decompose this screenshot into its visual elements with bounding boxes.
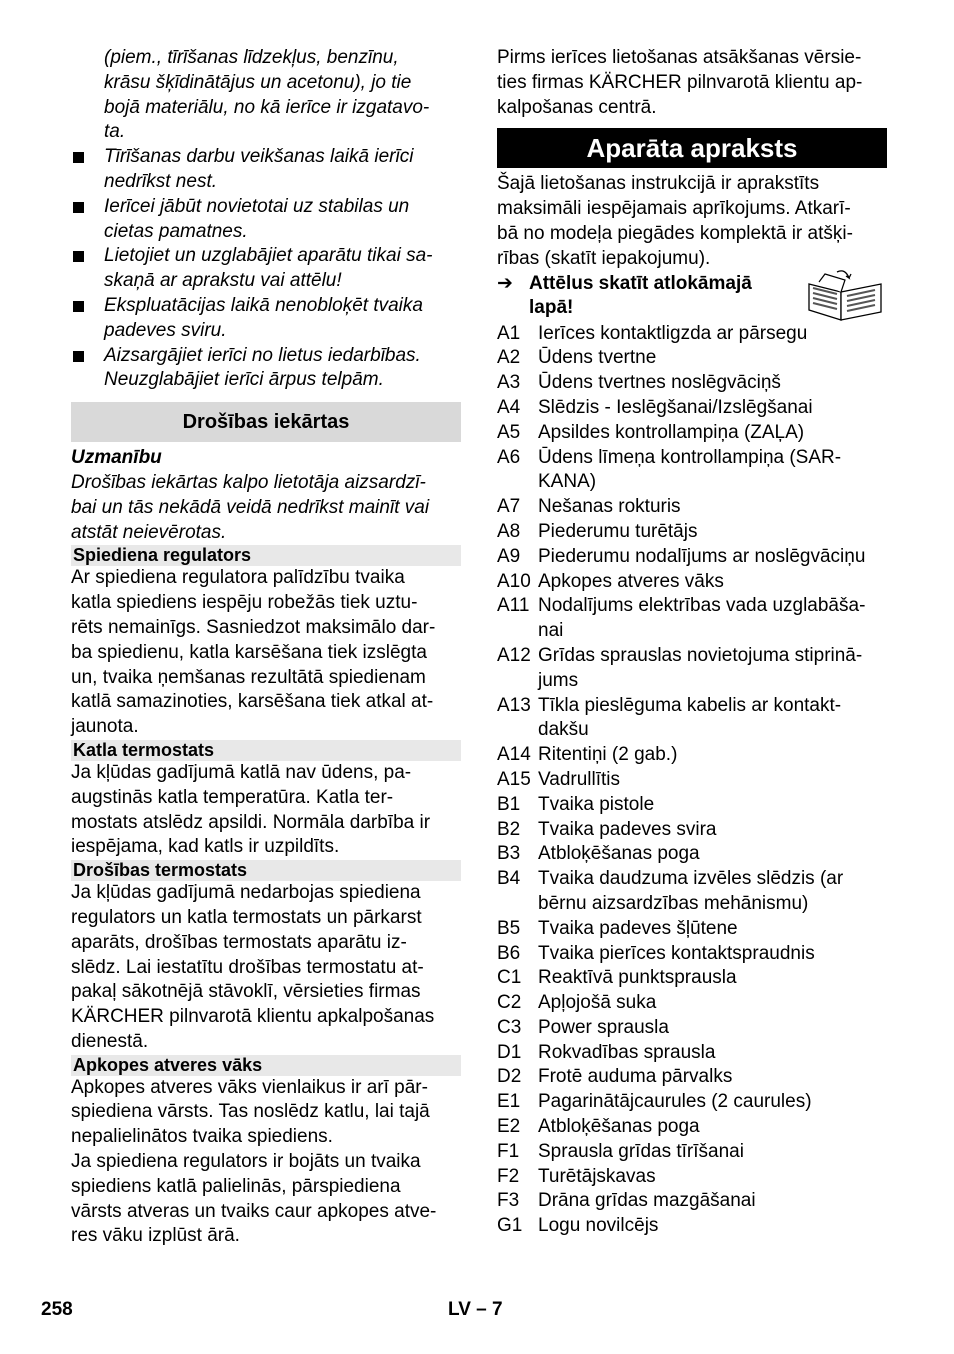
language-page-label: LV – 7	[448, 1299, 503, 1320]
text-line: Ūdens tvertnes noslēgvāciņš	[538, 372, 781, 394]
intro-paragraph	[497, 46, 887, 120]
part-code: A2	[497, 347, 521, 369]
bullet-item	[71, 244, 461, 294]
part-code: F1	[497, 1140, 520, 1162]
part-code: A10	[497, 570, 531, 592]
part-code: F3	[497, 1190, 520, 1212]
part-code: B5	[497, 917, 521, 939]
text-line: Drāna grīdas mazgāšanai	[538, 1190, 756, 1212]
text-line: kalpošanas centrā.	[497, 96, 657, 118]
part-item	[497, 570, 887, 595]
text-line: Attēlus skatīt atlokāmajā	[529, 272, 752, 294]
part-item	[497, 793, 887, 818]
safety-bullet-list	[71, 145, 461, 393]
text-line: ties firmas KÄRCHER pilnvarotā klientu ap-	[497, 71, 863, 93]
description-paragraph	[497, 172, 887, 271]
bullet-item	[71, 145, 461, 195]
text-line: lapā!	[529, 297, 574, 319]
text-line: Nodalījums elektrības vada uzglabāša-	[538, 595, 866, 617]
text-line: Ierīcei jābūt novietotai uz stabilas un	[104, 195, 410, 217]
text-line: bērnu aizsardzības mehānismu)	[538, 892, 809, 914]
text-line: Aizsargājiet ierīci no lietus iedarbības.	[104, 344, 421, 366]
text-line: bai un tās nekādā veidā nedrīkst mainīt vai	[71, 496, 430, 518]
subsection-title: Spiediena regulators	[71, 545, 461, 566]
text-line: maksimāli iespējamais aprīkojums. Atkarī-	[497, 198, 851, 220]
text-line: Neuzglabājiet ierīci ārpus telpām.	[104, 369, 384, 391]
part-item	[497, 1041, 887, 1066]
text-line: Logu novilcējs	[538, 1215, 659, 1237]
subsection-title: Drošības termostats	[71, 860, 461, 881]
part-item	[497, 842, 887, 867]
part-item	[497, 694, 887, 744]
text-line: jaunota.	[71, 716, 139, 738]
text-line: Frotē auduma pārvalks	[538, 1066, 733, 1088]
page-heading: Aparāta apraksts	[497, 128, 887, 168]
figure-reference	[497, 272, 887, 322]
text-line: KÄRCHER pilnvarotā klientu apkalpošanas	[71, 1006, 435, 1028]
text-line: aparāts, drošības termostats aparātu iz-	[71, 931, 407, 953]
text-line: rības (skatīt iepakojumu).	[497, 247, 711, 269]
text-line: Atbloķēšanas poga	[538, 843, 700, 865]
text-line: augstinās katla temperatūra. Katla ter-	[71, 786, 394, 808]
text-line: Tvaika padeves šļūtene	[538, 917, 738, 939]
part-item	[497, 520, 887, 545]
part-item	[497, 1214, 887, 1239]
part-code: A13	[497, 694, 531, 716]
bullet-item	[71, 294, 461, 344]
subsection-text	[71, 761, 461, 860]
part-code: A14	[497, 744, 531, 766]
text-line: jums	[538, 669, 579, 691]
part-code: A11	[497, 595, 530, 617]
text-line: Nešanas rokturis	[538, 496, 681, 518]
text-line: Ja kļūdas gadījumā katlā nav ūdens, pa-	[71, 761, 412, 783]
part-code: A12	[497, 644, 531, 666]
part-code: A4	[497, 396, 521, 418]
part-item	[497, 942, 887, 967]
text-line: cietas pamatnes.	[104, 220, 248, 242]
part-item	[497, 346, 887, 371]
text-line: spiediena vārsts. Tas noslēdz katlu, lai tajā	[71, 1101, 430, 1123]
subsection-title: Katla termostats	[71, 740, 461, 761]
bullet-item	[71, 344, 461, 394]
part-item	[497, 446, 887, 496]
text-line: Drošības iekārtas kalpo lietotāja aizsardzī-	[71, 471, 426, 493]
subsection-text	[71, 1076, 461, 1250]
text-line: padeves sviru.	[104, 319, 227, 341]
text-line: katla spiediens iespēju robežās tiek uztu-	[71, 592, 418, 614]
text-line: Tvaika pierīces kontaktspraudnis	[538, 942, 815, 964]
part-item	[497, 644, 887, 694]
part-code: A6	[497, 446, 521, 468]
part-item	[497, 495, 887, 520]
text-line: Ja kļūdas gadījumā nedarbojas spiediena	[71, 882, 421, 904]
part-item	[497, 1165, 887, 1190]
text-line: Tvaika padeves svira	[538, 818, 717, 840]
part-code: C3	[497, 1016, 522, 1038]
subsection-text	[71, 566, 461, 740]
page-number: 258	[41, 1299, 73, 1320]
text-line: Grīdas sprauslas novietojuma stiprinā-	[538, 644, 863, 666]
part-code: B4	[497, 868, 521, 890]
text-line: Ierīces kontaktligzda ar pārsegu	[538, 322, 808, 344]
text-line: nepalielinātos tvaika spiediens.	[71, 1126, 333, 1148]
part-item	[497, 966, 887, 991]
part-code: G1	[497, 1215, 523, 1237]
part-code: A5	[497, 421, 521, 443]
part-code: B6	[497, 942, 521, 964]
part-code: A8	[497, 520, 521, 542]
part-code: C2	[497, 992, 522, 1014]
text-line: Piederumu nodalījums ar noslēgvāciņu	[538, 545, 866, 567]
part-item	[497, 421, 887, 446]
text-line: Tvaika daudzuma izvēles slēdzis (ar	[538, 868, 844, 890]
part-code: D2	[497, 1066, 522, 1088]
part-code: A3	[497, 372, 521, 394]
text-line: atstāt neievērotas.	[71, 521, 227, 543]
text-line: Lietojiet un uzglabājiet aparātu tikai sa-	[104, 245, 433, 267]
text-line: rēts nemainīgs. Sasniedzot maksimālo dar-	[71, 616, 436, 638]
text-line: ba spiedienu, katla karsēšana tiek izslēgta	[71, 641, 427, 663]
subsection	[71, 545, 461, 740]
square-bullet-icon	[73, 152, 84, 163]
part-item	[497, 594, 887, 644]
text-line: (piem., tīrīšanas līdzekļus, benzīnu,	[104, 47, 399, 68]
text-line: nai	[538, 620, 564, 642]
text-line: res vāku izplūst ārā.	[71, 1225, 240, 1247]
text-line: Tīrīšanas darbu veikšanas laikā ierīci	[104, 146, 414, 168]
parts-list	[497, 322, 887, 1239]
caution-text	[71, 471, 461, 545]
text-line: dienestā.	[71, 1030, 149, 1052]
part-item	[497, 545, 887, 570]
part-item	[497, 1016, 887, 1041]
part-code: F2	[497, 1165, 520, 1187]
part-item	[497, 743, 887, 768]
text-line: Reaktīvā punktsprausla	[538, 967, 737, 989]
subsection	[71, 740, 461, 860]
text-line: Tīkla pieslēguma kabelis ar kontakt-	[538, 694, 842, 716]
caution-title: Uzmanību	[71, 447, 162, 469]
part-code: B1	[497, 793, 521, 815]
text-line: mostats atslēdz apsildi. Normāla darbība ir	[71, 811, 431, 833]
part-item	[497, 867, 887, 917]
open-book-icon	[805, 270, 885, 322]
part-code: E1	[497, 1091, 521, 1113]
subsection-text	[71, 881, 461, 1055]
text-line: Tvaika pistole	[538, 793, 655, 815]
square-bullet-icon	[73, 251, 84, 262]
text-line: Apkopes atveres vāks	[538, 570, 724, 592]
text-line: Apsildes kontrollampiņa (ZAĻA)	[538, 421, 805, 443]
subsection	[71, 860, 461, 1055]
part-item	[497, 1065, 887, 1090]
part-item	[497, 818, 887, 843]
text-line: Sprausla grīdas tīrīšanai	[538, 1140, 744, 1162]
subsection-title: Apkopes atveres vāks	[71, 1055, 461, 1076]
square-bullet-icon	[73, 202, 84, 213]
left-column	[71, 46, 461, 1249]
part-code: B3	[497, 843, 521, 865]
text-line: Vadrullītis	[538, 768, 621, 790]
text-line: bojā materiālu, no kā ierīce ir izgatavo-	[104, 96, 430, 118]
part-item	[497, 1140, 887, 1165]
part-item	[497, 322, 887, 347]
part-item	[497, 917, 887, 942]
part-item	[497, 991, 887, 1016]
part-code: A15	[497, 768, 531, 790]
text-line: katlā samazinoties, karsēšana tiek atkal at-	[71, 691, 434, 713]
text-line: Power sprausla	[538, 1016, 669, 1038]
part-code: A9	[497, 545, 521, 567]
text-line: Ar spiediena regulatora palīdzību tvaika	[71, 567, 405, 589]
intro-paragraph	[71, 46, 461, 145]
text-line: Turētājskavas	[538, 1165, 656, 1187]
arrow-right-icon: ➔	[497, 272, 513, 294]
bullet-item	[71, 195, 461, 245]
text-line: Ekspluatācijas laikā nenobloķēt tvaika	[104, 294, 423, 316]
part-code: A1	[497, 322, 521, 344]
text-line: un, tvaika ņemšanas rezultātā spiedienam	[71, 666, 426, 688]
part-item	[497, 1090, 887, 1115]
subsection	[71, 1055, 461, 1250]
text-line: skaņā ar aprakstu vai attēlu!	[104, 270, 342, 292]
text-line: Piederumu turētājs	[538, 520, 698, 542]
text-line: Atbloķēšanas poga	[538, 1116, 700, 1138]
part-item	[497, 371, 887, 396]
part-item	[497, 396, 887, 421]
text-line: Ritentiņi (2 gab.)	[538, 744, 678, 766]
text-line: iespējama, kad katls ir uzpildīts.	[71, 836, 340, 858]
part-code: C1	[497, 967, 522, 989]
figure-reference-text	[529, 272, 779, 322]
text-line: Ūdens tvertne	[538, 347, 657, 369]
text-line: slēdz. Lai iestatītu drošības termostatu at-	[71, 956, 424, 978]
text-line: Pagarinātājcaurules (2 caurules)	[538, 1091, 812, 1113]
text-line: spiediens katlā palielinās, pārspiediena	[71, 1175, 401, 1197]
part-code: B2	[497, 818, 521, 840]
text-line: Slēdzis - Ieslēgšanai/Izslēgšanai	[538, 396, 813, 418]
part-code: D1	[497, 1041, 522, 1063]
square-bullet-icon	[73, 351, 84, 362]
text-line: Pirms ierīces lietošanas atsākšanas vērsie-	[497, 47, 862, 68]
text-line: KANA)	[538, 471, 597, 493]
text-line: vārsts atveras un tvaiks caur apkopes atve-	[71, 1200, 437, 1222]
text-line: Ja spiediena regulators ir bojāts un tvaika	[71, 1151, 421, 1173]
text-line: regulators un katla termostats un pārkarst	[71, 906, 422, 928]
part-item	[497, 1115, 887, 1140]
text-line: pakaļ sākotnējā stāvoklī, vērsieties firmas	[71, 981, 421, 1003]
text-line: Šajā lietošanas instrukcijā ir aprakstīts	[497, 173, 820, 195]
right-column	[497, 46, 887, 1239]
text-line: krāsu šķīdinātājus un acetonu), jo tie	[104, 71, 412, 93]
part-code: E2	[497, 1116, 521, 1138]
text-line: Ūdens līmeņa kontrollampiņa (SAR-	[538, 446, 842, 468]
subsections	[71, 545, 461, 1249]
part-item	[497, 768, 887, 793]
section-title: Drošības iekārtas	[71, 402, 461, 442]
text-line: Apkopes atveres vāks vienlaikus ir arī pār-	[71, 1076, 428, 1098]
text-line: dakšu	[538, 719, 589, 741]
part-item	[497, 1189, 887, 1214]
text-line: ta.	[104, 121, 126, 143]
part-code: A7	[497, 496, 521, 518]
text-line: nedrīkst nest.	[104, 170, 217, 192]
text-line: Rokvadības sprausla	[538, 1041, 716, 1063]
square-bullet-icon	[73, 301, 84, 312]
text-line: bā no modeļa piegādes komplektā ir atšķi-	[497, 222, 853, 244]
text-line: Apļojošā suka	[538, 992, 657, 1014]
